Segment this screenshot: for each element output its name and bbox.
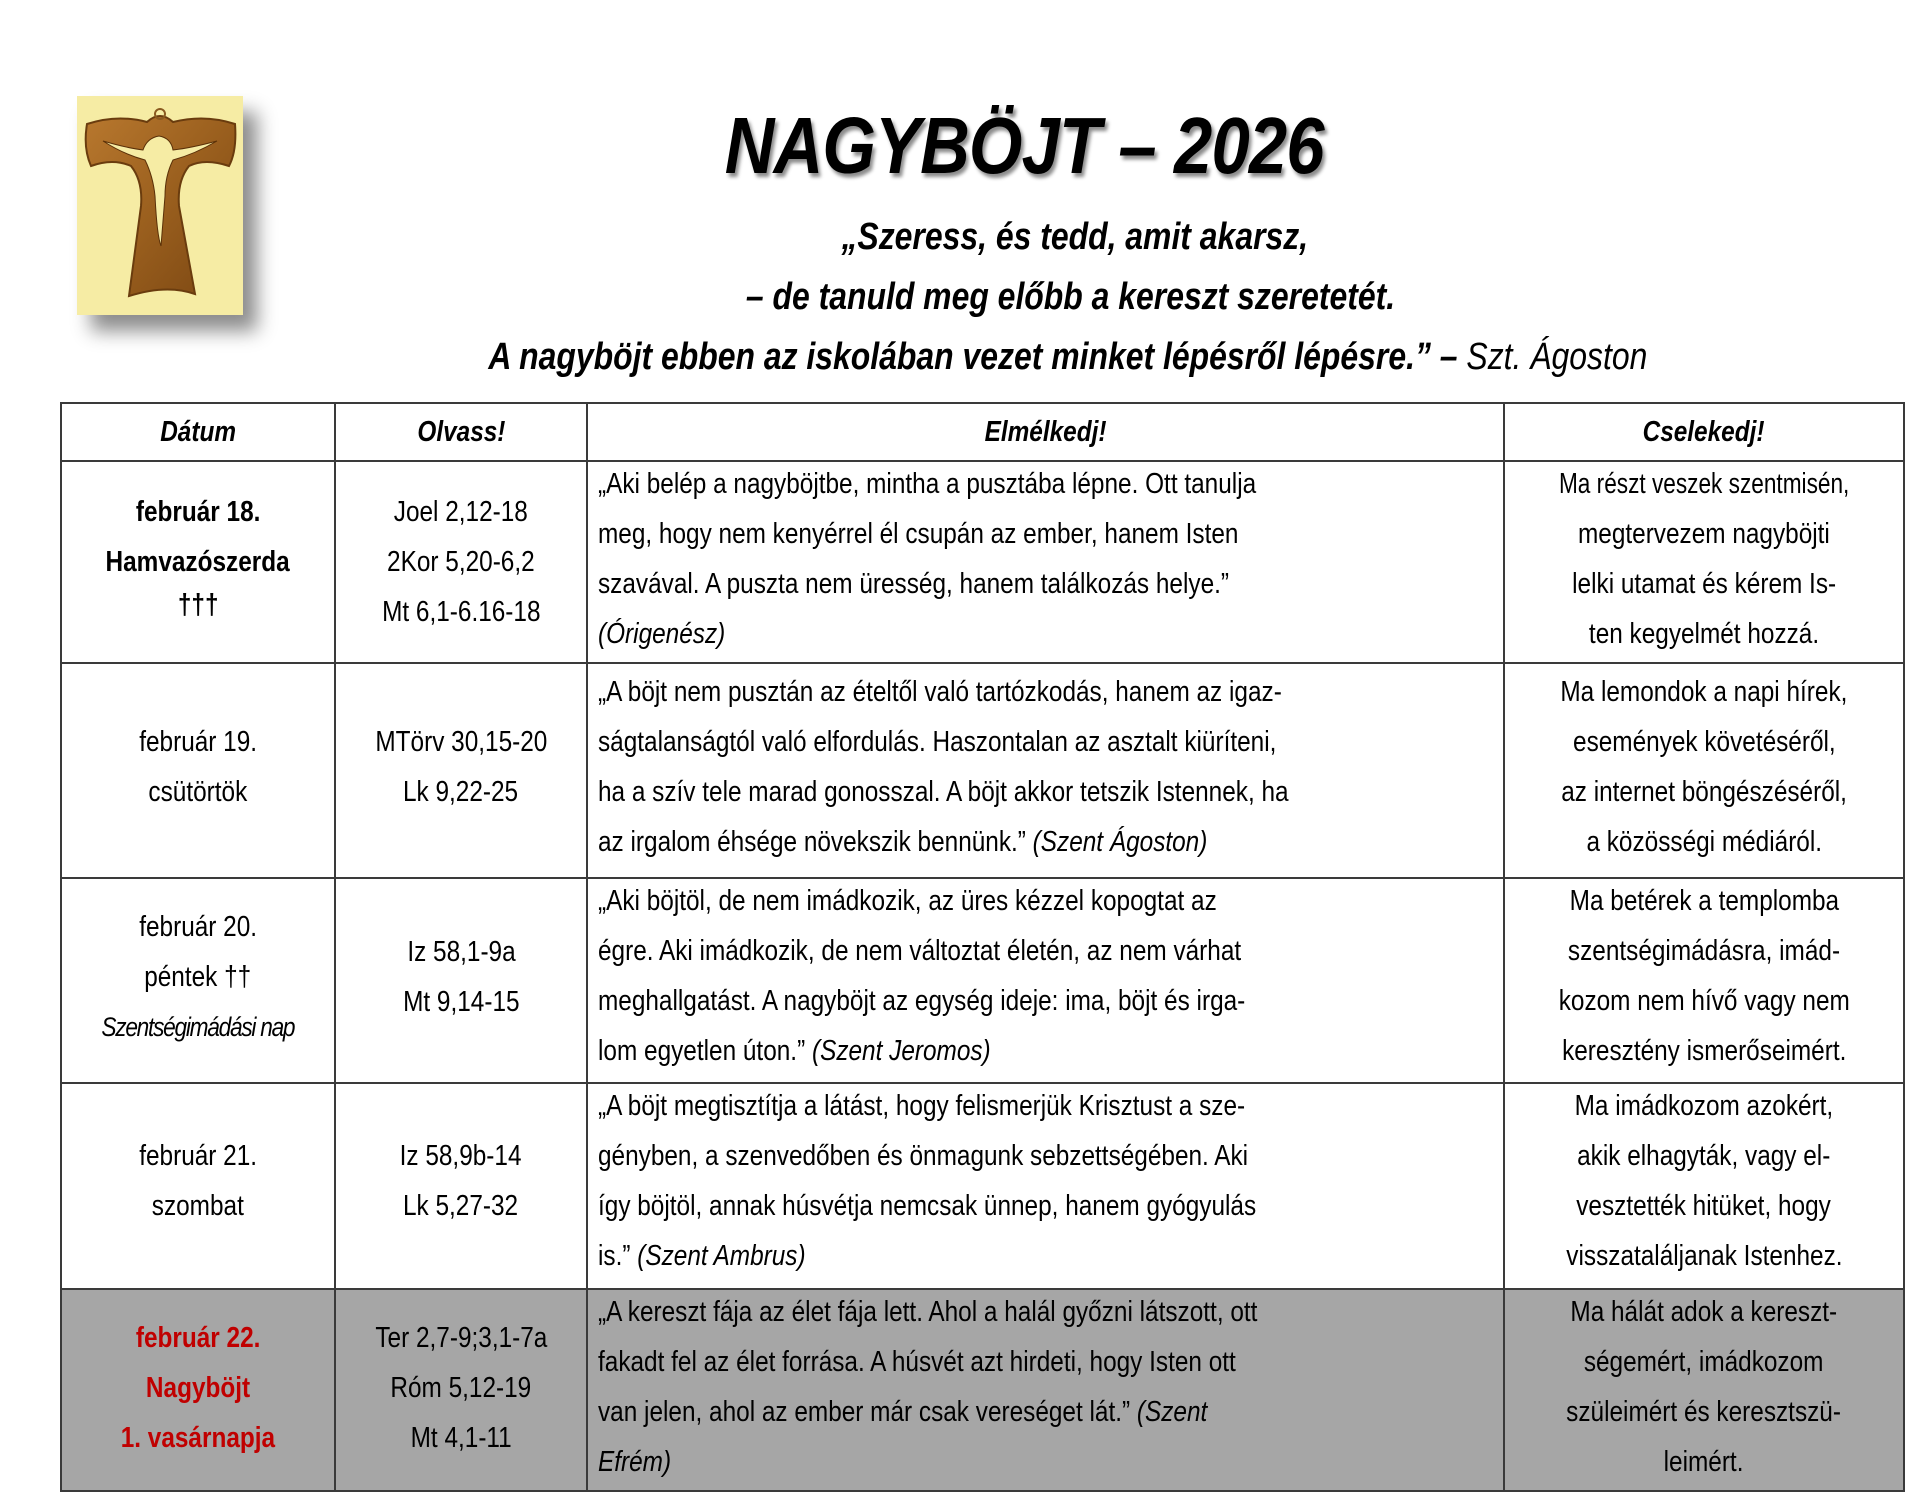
- title-text: NAGYBÖJT – 2026: [724, 101, 1324, 190]
- table-row-4-reflection: [588, 1084, 1503, 1288]
- action-text: leimért.: [1664, 1446, 1744, 1478]
- reflection-text: gényben, a szenvedőben és önmagunk sebzettségében. Aki: [598, 1140, 1249, 1172]
- reflection-text: ságtalanságtól való elfordulás. Haszontalan az asztalt kiüríteni,: [598, 726, 1277, 758]
- day-name: csütörtök: [148, 776, 248, 808]
- table-row-4-date: [62, 1084, 334, 1288]
- reflection-author: (Órigenész): [598, 618, 726, 650]
- reflection-text: lom egyetlen úton.”: [598, 1035, 806, 1067]
- reading-ref: Mt 4,1-11: [410, 1422, 512, 1454]
- motto-line-1: [0, 214, 1920, 260]
- reflection-author: Efrém): [598, 1446, 672, 1478]
- reading-ref: Iz 58,1-9a: [406, 936, 516, 968]
- reflection-text: az irgalom éhsége növekszik bennünk.”: [598, 826, 1026, 858]
- column-header-date: [62, 404, 334, 460]
- motto-attribution: Szt. Ágoston: [1457, 336, 1647, 378]
- column-header-label: Olvass!: [416, 416, 506, 448]
- action-text: Ma hálát adok a kereszt-: [1570, 1296, 1838, 1328]
- table-row-5-readings: [336, 1290, 586, 1490]
- motto-text-2: – de tanuld meg előbb a kereszt szeretetét.: [745, 276, 1395, 318]
- action-text: események követéséről,: [1572, 726, 1836, 758]
- column-header-action: [1505, 404, 1903, 460]
- action-text: ségemért, imádkozom: [1584, 1346, 1824, 1378]
- reading-ref: MTörv 30,15-20: [375, 726, 547, 758]
- day-name: Nagyböjt: [145, 1372, 251, 1404]
- table-row-1-reflection: [588, 462, 1503, 662]
- lent-calendar-table: [60, 402, 1905, 1492]
- reflection-text: „Aki böjtöl, de nem imádkozik, az üres kézzel kopogtat az: [598, 885, 1217, 917]
- sunday-label: 1. vasárnapja: [120, 1422, 276, 1454]
- reflection-text: „A böjt megtisztítja a látást, hogy felismerjük Krisztust a sze-: [598, 1090, 1246, 1122]
- reading-ref: Lk 9,22-25: [403, 776, 519, 808]
- day-name: Hamvazószerda: [105, 546, 291, 578]
- motto-text-3-main: A nagyböjt ebben az iskolában vezet minket lépésről lépésre.” –: [487, 336, 1458, 378]
- reflection-text: szavával. A puszta nem üresség, hanem találkozás helye.”: [598, 568, 1229, 600]
- reading-ref: 2Kor 5,20-6,2: [387, 546, 535, 578]
- reading-ref: Joel 2,12-18: [393, 496, 529, 528]
- action-text: Ma lemondok a napi hírek,: [1560, 676, 1848, 708]
- reflection-author: (Szent Ambrus): [637, 1240, 806, 1272]
- motto-line-3: [0, 334, 1920, 380]
- date-text: február 22.: [135, 1322, 261, 1354]
- table-row-4-readings: [336, 1084, 586, 1288]
- action-text: szüleimért és keresztszü-: [1566, 1396, 1842, 1428]
- action-text: szentségimádásra, imád-: [1567, 935, 1841, 967]
- motto-text-1: „Szeress, és tedd, amit akarsz,: [841, 216, 1309, 258]
- reflection-author: (Szent Jeromos): [811, 1035, 991, 1067]
- day-name: péntek ††: [144, 961, 252, 993]
- motto-text-3: [488, 334, 1647, 380]
- column-header-label: Dátum: [160, 416, 236, 448]
- table-border-bottom: [60, 1490, 1905, 1492]
- reflection-text: ha a szív tele marad gonosszal. A böjt akkor tetszik Istennek, ha: [598, 776, 1289, 808]
- date-text: február 20.: [139, 911, 257, 943]
- table-row-3-action: [1505, 879, 1903, 1082]
- action-text: ten kegyelmét hozzá.: [1588, 618, 1820, 650]
- column-header-label: Cselekedj!: [1643, 416, 1765, 448]
- day-name: szombat: [151, 1190, 245, 1222]
- table-row-5-reflection: [588, 1290, 1503, 1490]
- reflection-text: „Aki belép a nagyböjtbe, mintha a pusztába lépne. Ott tanulja: [598, 468, 1257, 500]
- reflection-author: (Szent Ágoston): [1032, 826, 1208, 858]
- table-row-2-date: [62, 664, 334, 877]
- reflection-text: „A kereszt fája az élet fája lett. Ahol a halál győzni látszott, ott: [598, 1296, 1258, 1328]
- date-text: február 21.: [139, 1140, 257, 1172]
- table-row-5-date: [62, 1290, 334, 1490]
- column-header-reflection: [588, 404, 1503, 460]
- action-text: Ma részt veszek szentmisén,: [1558, 468, 1850, 500]
- reflection-text: meg, hogy nem kenyérrel él csupán az ember, hanem Isten: [598, 518, 1239, 550]
- reading-ref: Mt 6,1-6.16-18: [381, 596, 541, 628]
- reflection-text: égre. Aki imádkozik, de nem változtat életén, az nem várhat: [598, 935, 1242, 967]
- action-text: a közösségi médiáról.: [1586, 826, 1822, 858]
- page-title: [0, 98, 1920, 194]
- table-row-2-readings: [336, 664, 586, 877]
- action-text: akik elhagyták, vagy el-: [1577, 1140, 1831, 1172]
- reflection-text: van jelen, ahol az ember már csak vereséget lát.”: [598, 1396, 1131, 1428]
- table-row-4-action: [1505, 1084, 1903, 1288]
- reading-ref: Róm 5,12-19: [390, 1372, 532, 1404]
- column-header-label: Elmélkedj!: [984, 416, 1107, 448]
- table-row-5-action: [1505, 1290, 1903, 1490]
- reading-ref: Iz 58,9b-14: [400, 1140, 522, 1172]
- date-text: február 18.: [135, 496, 261, 528]
- reading-ref: Ter 2,7-9;3,1-7a: [375, 1322, 547, 1354]
- table-row-1-readings: [336, 462, 586, 662]
- table-row-2-reflection: [588, 664, 1503, 877]
- table-row-1-action: [1505, 462, 1903, 662]
- action-text: vesztették hitüket, hogy: [1576, 1190, 1832, 1222]
- column-header-readings: [336, 404, 586, 460]
- action-text: keresztény ismerőseimért.: [1561, 1035, 1847, 1067]
- action-text: visszataláljanak Istenhez.: [1565, 1240, 1843, 1272]
- date-text: február 19.: [139, 726, 257, 758]
- action-text: Ma betérek a templomba: [1569, 885, 1839, 917]
- table-row-2-action: [1505, 664, 1903, 877]
- action-text: Ma imádkozom azokért,: [1574, 1090, 1834, 1122]
- table-row-3-date: [62, 879, 334, 1082]
- action-text: megtervezem nagyböjti: [1578, 518, 1830, 550]
- adoration-day-note: Szentségimádási nap: [101, 1012, 295, 1042]
- table-row-1-date: [62, 462, 334, 662]
- motto-line-2: [0, 274, 1920, 320]
- reading-ref: Mt 9,14-15: [402, 986, 520, 1018]
- reflection-text: is.”: [598, 1240, 631, 1272]
- action-text: az internet böngészéséről,: [1561, 776, 1847, 808]
- table-row-3-reflection: [588, 879, 1503, 1082]
- reflection-text: így böjtöl, annak húsvétja nemcsak ünnep, hanem gyógyulás: [598, 1190, 1257, 1222]
- reflection-text: fakadt fel az élet forrása. A húsvét azt hirdeti, hogy Isten ott: [598, 1346, 1236, 1378]
- action-text: lelki utamat és kérem Is-: [1572, 568, 1836, 600]
- reading-ref: Lk 5,27-32: [403, 1190, 519, 1222]
- reflection-text: „A böjt nem pusztán az ételtől való tartózkodás, hanem az igaz-: [598, 676, 1282, 708]
- table-border-right: [1903, 402, 1905, 1492]
- reflection-author: (Szent: [1136, 1396, 1208, 1428]
- reflection-text: meghallgatást. A nagyböjt az egység ideje: ima, böjt és irga-: [598, 985, 1246, 1017]
- action-text: kozom nem hívő vagy nem: [1558, 985, 1850, 1017]
- fasting-marks: †††: [177, 589, 219, 621]
- table-row-3-readings: [336, 879, 586, 1082]
